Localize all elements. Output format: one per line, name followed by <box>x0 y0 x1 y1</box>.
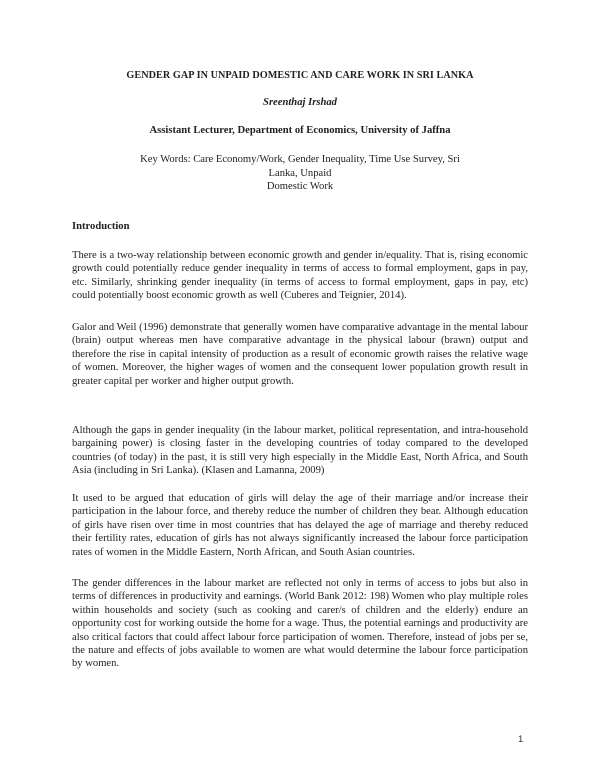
section-heading-introduction: Introduction <box>72 221 130 232</box>
keywords <box>130 153 470 194</box>
paragraph: Although the gaps in gender inequality (in the labour market, political representation, and intra-household bargaining power) is closing faster in the developing countries of today compared to the developed countries (of today) in the past, it is still very high especially in the Middle East, North Africa, and South Asia (including in Sri Lanka). (Klasen and Lamanna, 2009) <box>72 425 528 477</box>
page-number: 1 <box>518 734 524 745</box>
author-affiliation: Assistant Lecturer, Department of Economics, University of Jaffna <box>149 125 451 136</box>
paragraph: Galor and Weil (1996) demonstrate that generally women have comparative advantage in the mental labour (brain) output whereas men have comparative advantage in the physical labour (brawn) output and therefore the rise in capital intensity of production as a result of economic growth raises the relative wage of women. Moreover, the higher wages of women and the consequent lower population growth result in greater capital per worker and higher output growth. <box>72 322 528 387</box>
keywords-line-2: Domestic Work <box>266 181 334 192</box>
paragraph: There is a two-way relationship between economic growth and gender in/equality. That is, rising economic growth could potentially reduce gender inequality in terms of access to formal employment, gaps in pay, etc. Similarly, shrinking gender inequality (in terms of access to formal employment, gaps in pay, etc) could potentially boost economic growth as well (Cuberes and Teignier, 2014). <box>72 250 528 302</box>
keywords-line-1: Key Words: Care Economy/Work, Gender Inequality, Time Use Survey, Sri Lanka, Unpaid <box>140 154 460 179</box>
paragraph: The gender differences in the labour market are reflected not only in terms of access to jobs but also in terms of differences in productivity and earnings. (World Bank 2012: 198) Women who play multiple roles within households and society (such as cooking and carer/s of children and the elderly) endure an opportunity cost for working outside the home for a wage. Thus, the potential earnings and productivity are also critical factors that could affect labour force participation of women. Therefore, instead of jobs per se, the nature and effects of jobs available to women are what would determine the labour force participation by women. <box>72 578 528 670</box>
author-name: Sreenthaj Irshad <box>263 97 337 108</box>
paragraph: It used to be argued that education of girls will delay the age of their marriage and/or increase their participation in the labour force, and thereby reduce the number of children they bear. Although education of girls have risen over time in most countries that has delayed the age of marriage and thereby reduced their fertility rates, education of girls has not always significantly increased the labour force participation rates of women in the Middle Eastern, North African, and South Asian countries. <box>72 493 528 558</box>
paper-title: GENDER GAP IN UNPAID DOMESTIC AND CARE WORK IN SRI LANKA <box>126 70 474 81</box>
